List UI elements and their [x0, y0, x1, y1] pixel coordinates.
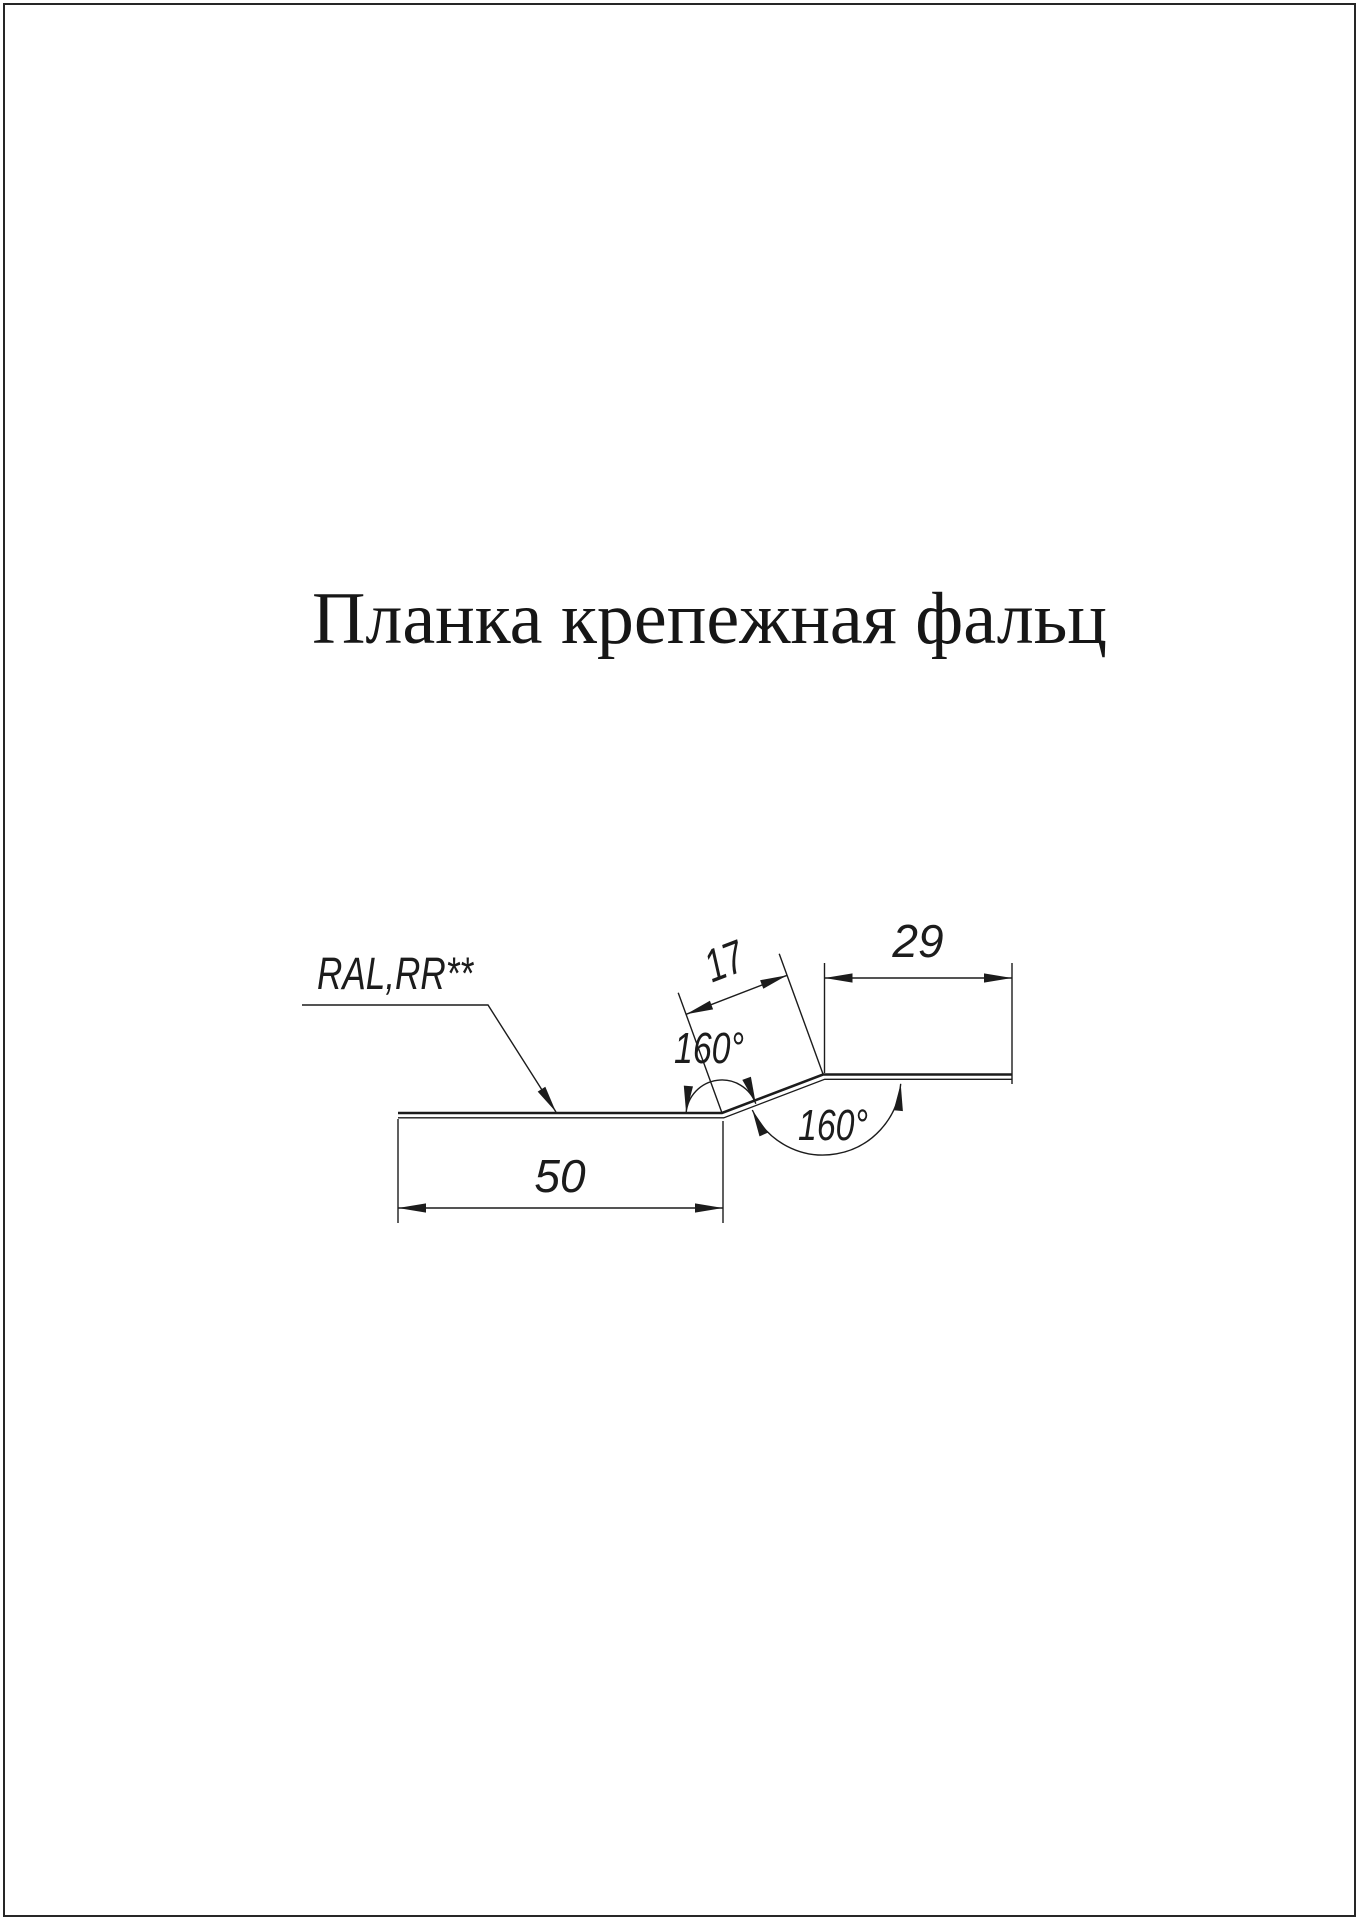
dim-arrowhead-icon — [695, 1203, 723, 1212]
material-leader — [302, 948, 556, 1112]
extension-line — [779, 954, 823, 1074]
dim-value-bottom-width: 50 — [534, 1150, 586, 1202]
dim-arrowhead-icon — [760, 975, 787, 989]
dim-value-top-width: 29 — [892, 915, 944, 967]
dimension-top-flange — [825, 915, 1013, 1084]
dim-arrowhead-icon — [984, 973, 1012, 982]
angle-arrowhead-icon — [894, 1084, 903, 1111]
dimension-bottom-flange — [398, 1119, 723, 1223]
angle-arrowhead-icon — [684, 1086, 693, 1113]
page-title: Планка крепежная фальц — [311, 578, 1108, 660]
dim-arrowhead-icon — [398, 1203, 426, 1212]
leader-arrowhead-icon — [538, 1087, 556, 1112]
angle-value-upper-bend: 160° — [798, 1101, 868, 1150]
angle-value-lower-bend: 160° — [674, 1024, 744, 1073]
dim-value-slope-length: 17 — [696, 925, 764, 993]
profile-top-line — [398, 1075, 1012, 1114]
angle-arrowhead-icon — [742, 1077, 756, 1104]
material-label: RAL,RR** — [317, 948, 475, 999]
dim-arrowhead-icon — [825, 973, 853, 982]
angle-lower-bend — [674, 1024, 756, 1113]
dim-arrowhead-icon — [686, 1001, 713, 1015]
leader-line — [302, 1005, 556, 1112]
angle-upper-bend — [752, 1084, 903, 1155]
angle-arrowhead-icon — [752, 1110, 768, 1136]
profile — [398, 1075, 1012, 1118]
